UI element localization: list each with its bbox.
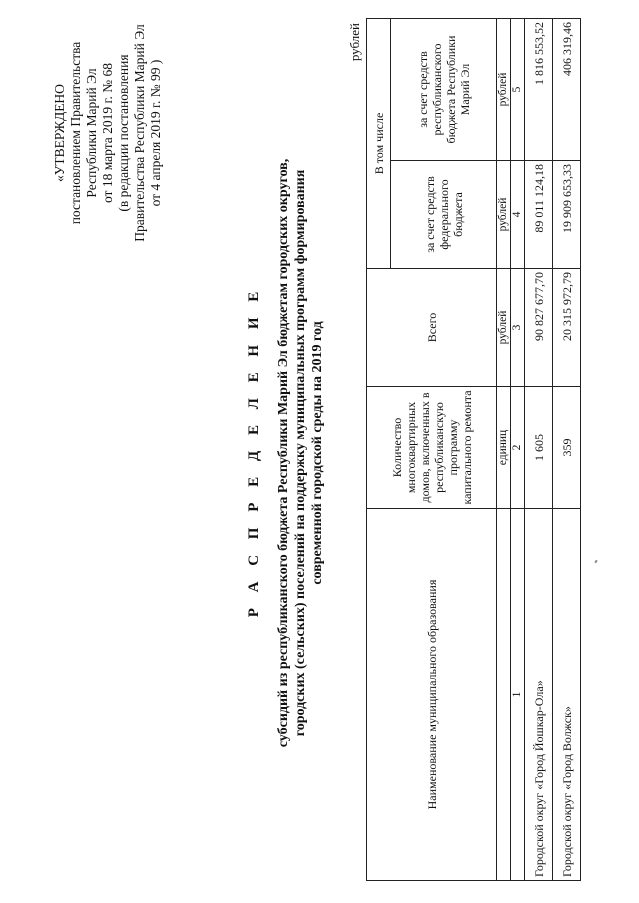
houses-count: 1 605 — [525, 387, 553, 509]
approval-line: «УТВЕРЖДЕНО — [52, 84, 67, 182]
column-number: 1 — [511, 509, 525, 881]
unit-cell: единиц — [497, 387, 511, 509]
houses-count: 359 — [553, 387, 581, 509]
approval-line: от 4 апреля 2019 г. № 99 ) — [148, 59, 163, 207]
subtitle-line: городских (сельских) поселений на поддержку муниципальных программ формирования — [293, 169, 308, 737]
document-title: Р А С П Р Е Д Е Л Е Н И Е — [246, 285, 262, 618]
header-including: В том числе — [367, 19, 391, 269]
approval-stamp — [52, 3, 164, 263]
header-federal: за счет средств федерального бюджета — [391, 161, 497, 269]
header-houses: Количество многоквартирных домов, включенных в республиканскую программу капитального ремонта — [367, 387, 497, 509]
unit-cell — [497, 509, 511, 881]
unit-cell: рублей — [497, 161, 511, 269]
units-label: рублей — [347, 23, 362, 62]
header-total: Всего — [367, 269, 497, 387]
republic-amount: 406 319,46 — [553, 19, 581, 161]
approval-line: Правительства Республики Марий Эл — [132, 24, 147, 242]
subtitle-line: субсидий из республиканского бюджета Республики Марий Эл бюджетам городских округов, — [276, 158, 291, 748]
distribution-table — [366, 18, 581, 881]
scan-artifact — [594, 560, 597, 564]
table-row — [525, 19, 553, 881]
column-number: 2 — [511, 387, 525, 509]
total-amount: 20 315 972,79 — [553, 269, 581, 387]
approval-line: постановлением Правительства — [68, 41, 83, 225]
header-name: Наименование муниципального образования — [367, 509, 497, 881]
unit-cell: рублей — [497, 19, 511, 161]
republic-amount: 1 816 553,52 — [525, 19, 553, 161]
document-subtitle — [275, 123, 326, 783]
municipality-name: Городской округ «Город Волжск» — [553, 509, 581, 881]
column-number: 3 — [511, 269, 525, 387]
approval-line: от 18 марта 2019 г. № 68 — [100, 62, 115, 204]
municipality-name: Городской округ «Город Йошкар-Ола» — [525, 509, 553, 881]
column-number: 5 — [511, 19, 525, 161]
header-republic: за счет средств республиканского бюджета Республики Марий Эл — [391, 19, 497, 161]
subtitle-line: современной городской среды на 2019 год — [310, 321, 325, 585]
approval-line: (в редакции постановления — [116, 54, 131, 212]
table-row — [553, 19, 581, 881]
approval-line: Республики Марий Эл — [84, 68, 99, 198]
unit-cell: рублей — [497, 269, 511, 387]
column-number: 4 — [511, 161, 525, 269]
total-amount: 90 827 677,70 — [525, 269, 553, 387]
federal-amount: 19 909 653,33 — [553, 161, 581, 269]
federal-amount: 89 011 124,18 — [525, 161, 553, 269]
